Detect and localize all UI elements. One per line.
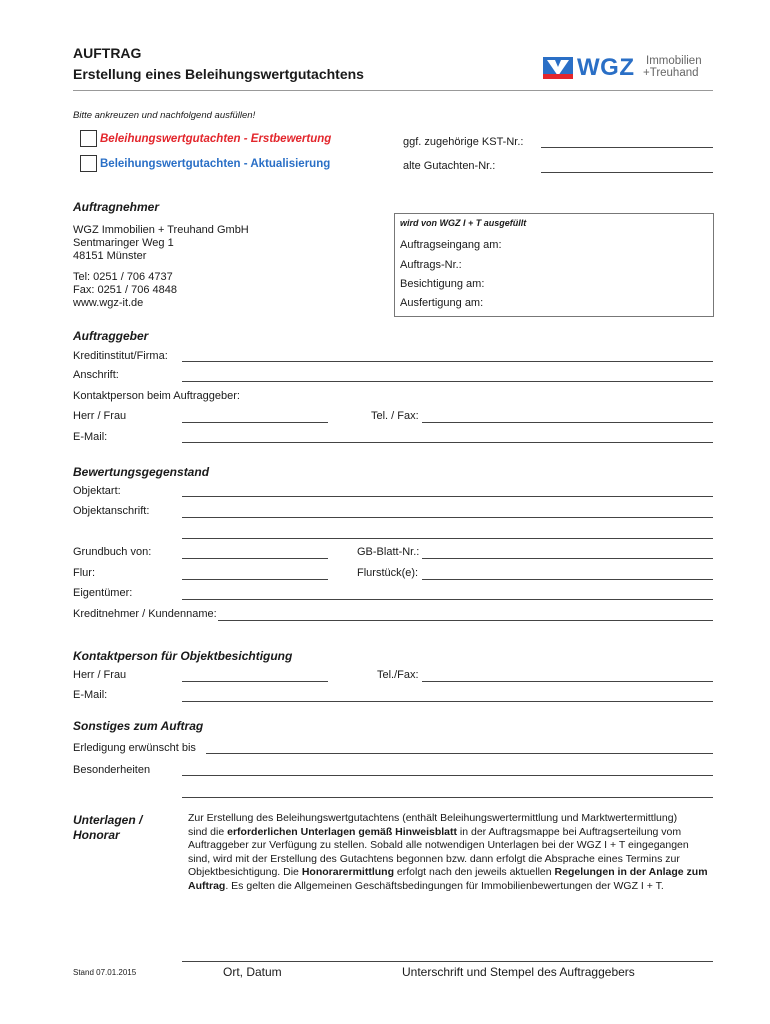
para-line-6: Auftrag. Es gelten die Allgemeinen Geschäftsbedingungen für Immobilienbewertungen der WGZ I + T. [188, 879, 664, 892]
contractor-city: 48151 Münster [73, 250, 147, 262]
misc-heading: Sonstiges zum Auftrag [73, 719, 204, 733]
logo-mark-icon [543, 57, 573, 79]
corridor-label: Flur: [73, 567, 95, 579]
place-date-label: Ort, Datum [223, 965, 282, 979]
deadline-field[interactable] [206, 753, 713, 754]
special-field-1[interactable] [182, 775, 713, 776]
borrower-field[interactable] [218, 620, 713, 621]
gb-sheet-label: GB-Blatt-Nr.: [357, 546, 420, 558]
para-line-2: sind die erforderlichen Unterlagen gemäß Hinweisblatt in der Auftragsmappe bei Auftragserteilung vom [188, 825, 682, 838]
gb-sheet-field[interactable] [422, 558, 713, 559]
client-person-label: Herr / Frau [73, 410, 127, 422]
version-text: Stand 07.01.2015 [73, 968, 137, 977]
old-report-field[interactable] [541, 172, 713, 173]
option-aktualisierung-label: Beleihungswertgutachten - Aktualisierung [100, 158, 331, 170]
internal-note: wird von WGZ I + T ausgefüllt [400, 218, 527, 228]
contractor-fax: Fax: 0251 / 706 4848 [73, 284, 177, 296]
client-heading: Auftraggeber [73, 329, 149, 343]
client-email-label: E-Mail: [73, 431, 108, 443]
contractor-heading: Auftragnehmer [73, 200, 160, 214]
document-subtitle: Erstellung eines Beleihungswertgutachtens [73, 66, 364, 82]
para-line-1: Zur Erstellung des Beleihungswertgutachtens (enthält Beleihungswertermittlung und Marktwertermittlung) [188, 812, 678, 824]
land-register-label: Grundbuch von: [73, 546, 152, 558]
documents-paragraph [188, 812, 718, 894]
documents-heading-line2: Honorar [73, 828, 120, 842]
document-title: AUFTRAG [73, 45, 142, 61]
box-field-besichtigung: Besichtigung am: [400, 278, 485, 290]
old-report-label: alte Gutachten-Nr.: [403, 160, 496, 172]
corridor-field[interactable] [182, 579, 328, 580]
object-heading: Bewertungsgegenstand [73, 465, 210, 479]
para-line-3: Auftraggeber zur Verfügung zu stellen. Sobald alle notwendigen Unterlagen bei der WGZ I + T eingegangen [188, 839, 689, 852]
signature-label: Unterschrift und Stempel des Auftraggebers [402, 965, 635, 979]
inspection-person-field[interactable] [182, 681, 328, 682]
client-address-label: Anschrift: [73, 369, 119, 381]
institution-label: Kreditinstitut/Firma: [73, 350, 168, 362]
object-address-label: Objektanschrift: [73, 505, 150, 517]
client-person-field[interactable] [182, 422, 328, 423]
inspection-telfax-field[interactable] [422, 681, 713, 682]
documents-heading-line1: Unterlagen / [73, 813, 143, 827]
kst-field[interactable] [541, 147, 713, 148]
object-address-field-2[interactable] [182, 538, 713, 539]
inspection-heading: Kontaktperson für Objektbesichtigung [73, 649, 293, 663]
wgz-logo [543, 55, 713, 81]
logo-wordmark: WGZ [577, 54, 635, 81]
object-address-field-1[interactable] [182, 517, 713, 518]
header-divider [73, 90, 713, 91]
contact-person-label: Kontaktperson beim Auftraggeber: [73, 390, 240, 402]
instruction-text: Bitte ankreuzen und nachfolgend ausfüllen! [73, 110, 256, 121]
contractor-tel: Tel: 0251 / 706 4737 [73, 271, 173, 283]
client-telfax-label: Tel. / Fax: [371, 410, 419, 422]
special-label: Besonderheiten [73, 764, 151, 776]
owner-label: Eigentümer: [73, 587, 133, 599]
para-line-4: sind, wird mit der Erstellung des Gutachtens begonnen bzw. dann erfolgt die Absprache eines Termins zur [188, 852, 680, 865]
owner-field[interactable] [182, 599, 713, 600]
deadline-label: Erledigung erwünscht bis [73, 742, 196, 754]
parcel-field[interactable] [422, 579, 713, 580]
borrower-label: Kreditnehmer / Kundenname: [73, 608, 217, 620]
client-address-field[interactable] [182, 381, 713, 382]
special-field-2[interactable] [182, 797, 713, 798]
box-field-eingang: Auftragseingang am: [400, 239, 502, 251]
object-type-label: Objektart: [73, 485, 121, 497]
para-line-5: Objektbesichtigung. Die Honorarermittlung erfolgt nach den jeweils aktuellen Regelungen in der Anlage zum [188, 866, 708, 879]
institution-field[interactable] [182, 361, 713, 362]
inspection-email-label: E-Mail: [73, 689, 108, 701]
object-type-field[interactable] [182, 496, 713, 497]
erstbewertung-checkbox[interactable] [80, 130, 97, 147]
logo-line1: Immobilien [646, 55, 702, 67]
contractor-street: Sentmaringer Weg 1 [73, 237, 174, 249]
inspection-person-label: Herr / Frau [73, 669, 127, 681]
inspection-email-field[interactable] [182, 701, 713, 702]
client-telfax-field[interactable] [422, 422, 713, 423]
client-email-field[interactable] [182, 442, 713, 443]
signature-line[interactable] [182, 961, 713, 962]
logo-line2: +Treuhand [643, 67, 699, 79]
contractor-name: WGZ Immobilien + Treuhand GmbH [73, 224, 249, 236]
kst-label: ggf. zugehörige KST-Nr.: [403, 136, 524, 148]
option-erstbewertung-label: Beleihungswertgutachten - Erstbewertung [100, 133, 332, 145]
inspection-telfax-label: Tel./Fax: [377, 669, 419, 681]
box-field-ausfertigung: Ausfertigung am: [400, 297, 484, 309]
contractor-web: www.wgz-it.de [73, 297, 144, 309]
land-register-field[interactable] [182, 558, 328, 559]
internal-use-box [394, 213, 714, 317]
parcel-label: Flurstück(e): [357, 567, 419, 579]
aktualisierung-checkbox[interactable] [80, 155, 97, 172]
box-field-auftragsnr: Auftrags-Nr.: [400, 259, 462, 271]
